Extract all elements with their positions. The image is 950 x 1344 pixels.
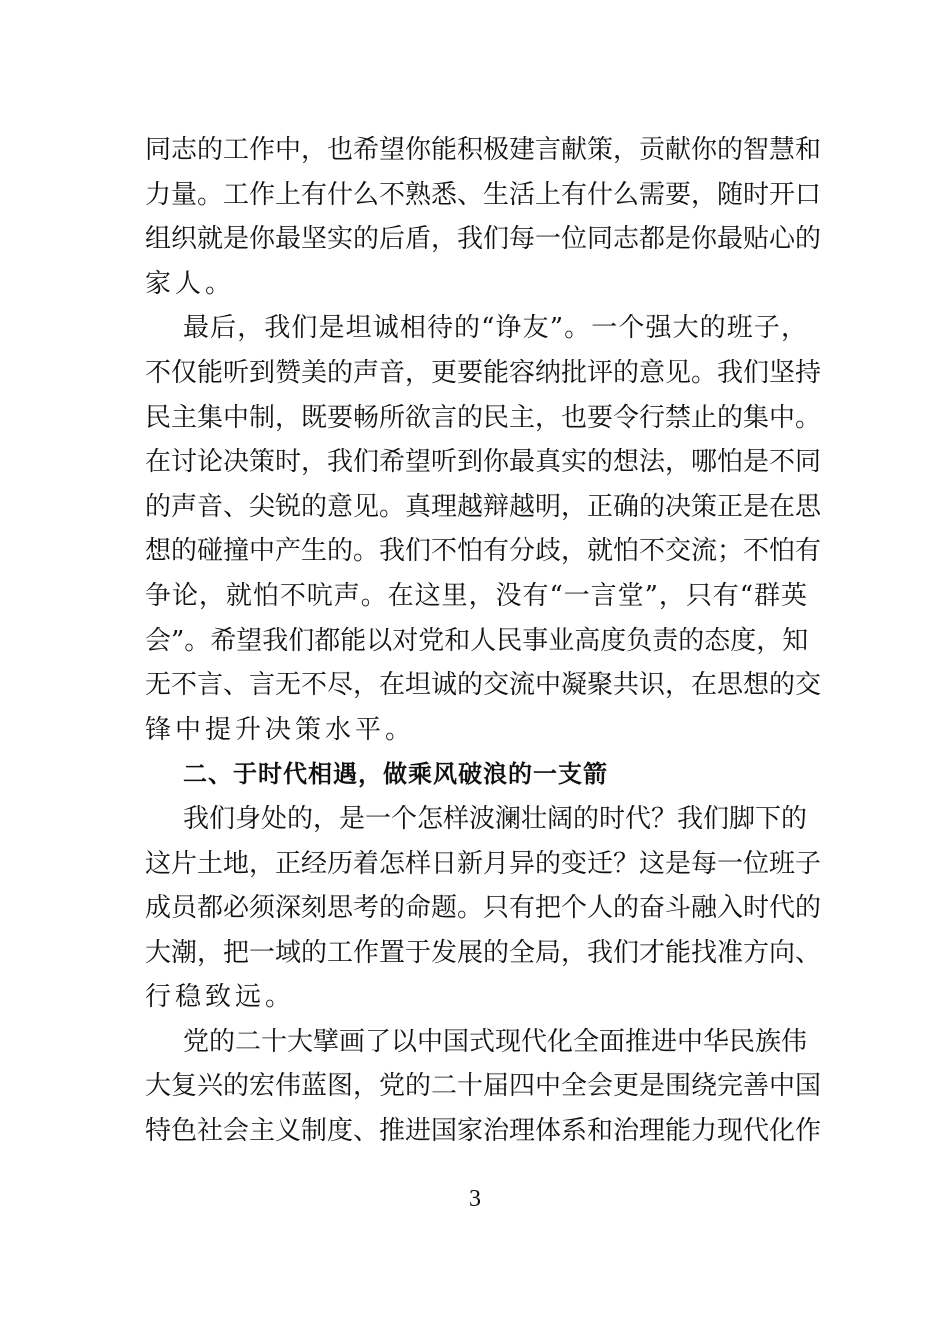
text-line: 在讨论决策时，我们希望听到你最真实的想法，哪怕是不同 bbox=[145, 447, 822, 478]
text-line: 党的二十大擘画了以中国式现代化全面推进中华民族伟 bbox=[183, 1026, 808, 1057]
text-line: 同志的工作中，也希望你能积极建言献策，贡献你的智慧和 bbox=[145, 135, 822, 165]
paragraph bbox=[145, 128, 822, 306]
document-body bbox=[145, 128, 822, 1154]
text-line: 这片土地，正经历着怎样日新月异的变迁？这是每一位班子 bbox=[145, 848, 822, 879]
text-line: 想的碰撞中产生的。我们不怕有分歧，就怕不交流；不怕有 bbox=[145, 536, 822, 567]
text-line: 组织就是你最坚实的后盾，我们每一位同志都是你最贴心的 bbox=[145, 224, 822, 255]
text-line: 家人。 bbox=[145, 268, 236, 299]
text-line: 会”。希望我们都能以对党和人民事业高度负责的态度，知 bbox=[145, 625, 809, 656]
text-line: 大复兴的宏伟蓝图，党的二十届四中全会更是围绕完善中国 bbox=[145, 1071, 822, 1102]
text-line: 争论，就怕不吭声。在这里，没有“一言堂”，只有“群英 bbox=[145, 580, 807, 611]
text-line: 的声音、尖锐的意见。真理越辩越明，正确的决策正是在思 bbox=[145, 491, 822, 522]
page-number: 3 bbox=[469, 1186, 481, 1212]
text-line: 行稳致远。 bbox=[145, 982, 296, 1013]
paragraph bbox=[145, 1020, 822, 1154]
text-line: 不仅能听到赞美的声音，更要能容纳批评的意见。我们坚持 bbox=[145, 357, 822, 388]
text-line: 特色社会主义制度、推进国家治理体系和治理能力现代化作 bbox=[145, 1116, 822, 1147]
text-line: 力量。工作上有什么不熟悉、生活上有什么需要，随时开口 bbox=[145, 179, 822, 210]
heading-text: 二、于时代相遇，做乘风破浪的一支箭 bbox=[183, 760, 608, 789]
paragraph bbox=[145, 306, 822, 752]
text-line: 民主集中制，既要畅所欲言的民主，也要令行禁止的集中。 bbox=[145, 402, 822, 433]
text-line: 无不言、言无不尽，在坦诚的交流中凝聚共识，在思想的交 bbox=[145, 670, 822, 701]
text-line: 最后，我们是坦诚相待的“诤友”。一个强大的班子， bbox=[183, 313, 807, 344]
text-line: 成员都必须深刻思考的命题。只有把个人的奋斗融入时代的 bbox=[145, 893, 822, 924]
text-line: 锋中提升决策水平。 bbox=[145, 714, 416, 745]
text-line: 我们身处的，是一个怎样波澜壮阔的时代？我们脚下的 bbox=[183, 803, 808, 834]
paragraph bbox=[145, 797, 822, 1020]
text-line: 大潮，把一域的工作置于发展的全局，我们才能找准方向、 bbox=[145, 937, 822, 968]
section-heading bbox=[145, 752, 807, 797]
